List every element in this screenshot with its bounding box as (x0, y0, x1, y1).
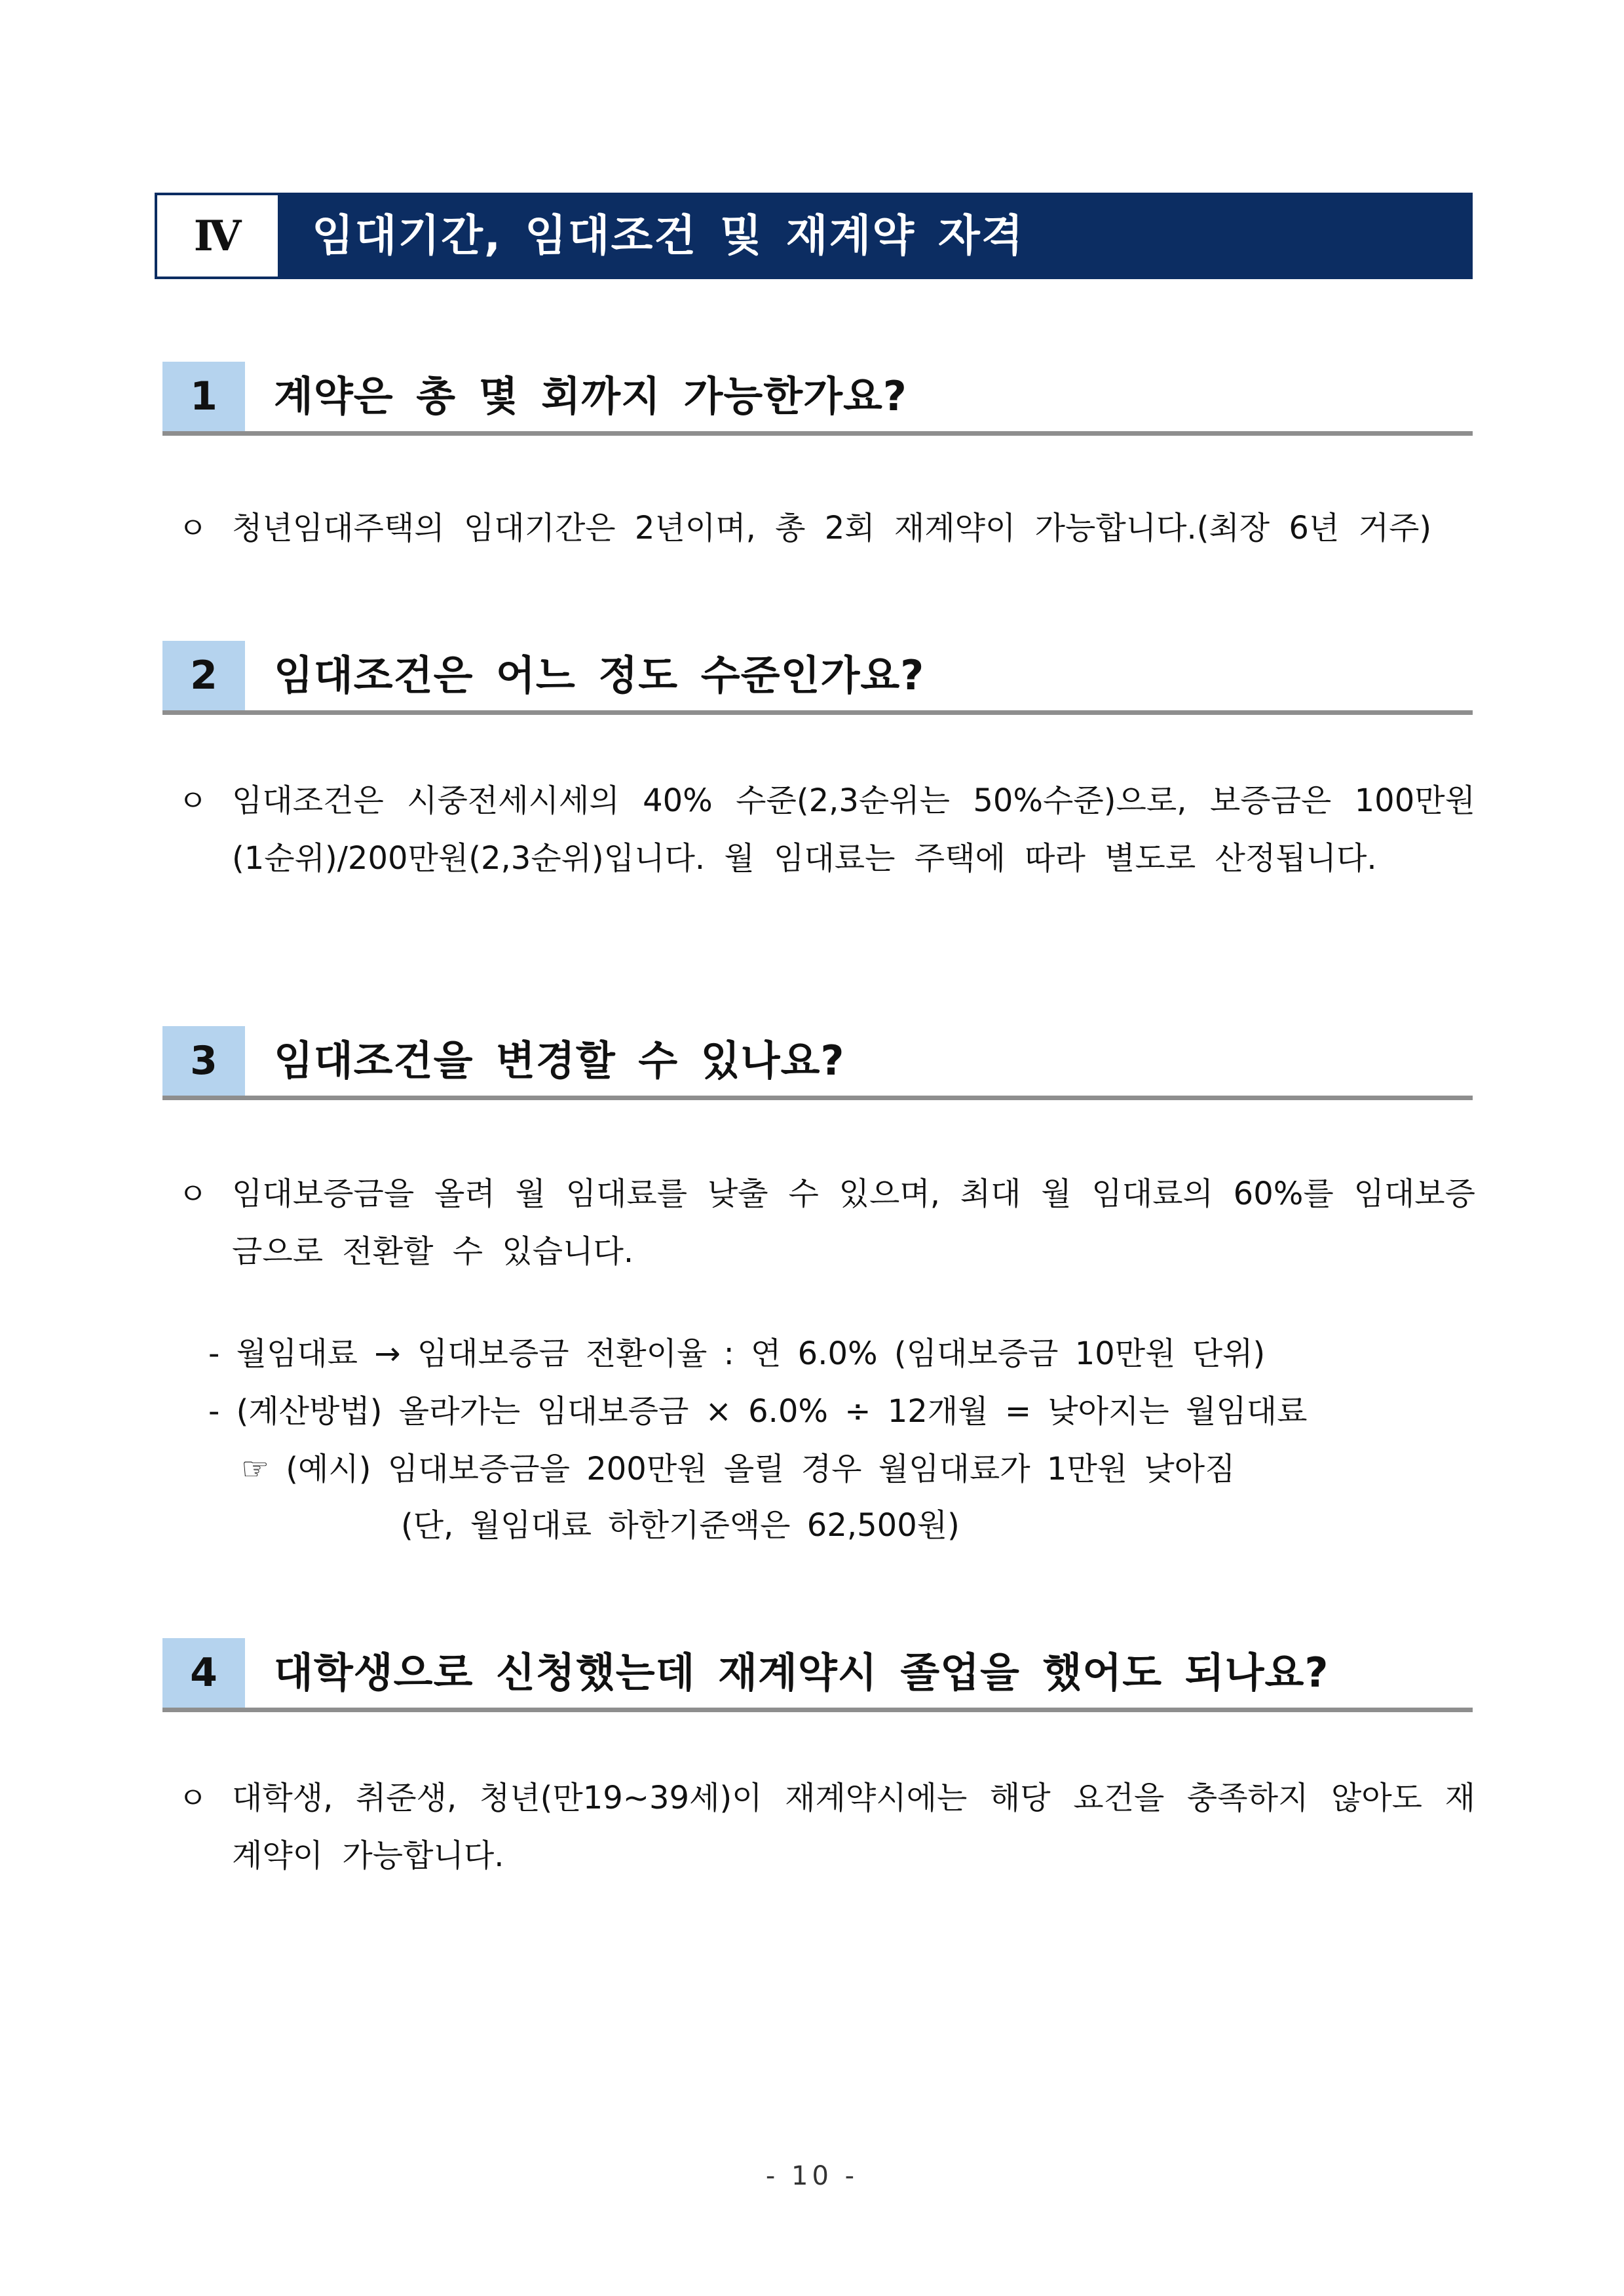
section-divider (162, 1708, 1473, 1712)
conversion-rate-line: - 월임대료 → 임대보증금 전환이율 : 연 6.0% (임대보증금 10만원 단위) (208, 1335, 1266, 1372)
paragraph-text: 임대조건은 시중전세시세의 40% 수준(2,3순위는 50%수준)으로, 보증금은 100만원(1순위)/200만원(2,3순위)입니다. 월 임대료는 주택에 따라 별도로 산정됩니다. (232, 782, 1475, 877)
section-number: 4 (162, 1638, 245, 1708)
section-title: 임대조건을 변경할 수 있나요? (274, 1037, 845, 1084)
section-divider (162, 1096, 1473, 1100)
section-3-header (162, 1026, 1473, 1096)
paragraph-text: 청년임대주택의 임대기간은 2년이며, 총 2회 재계약이 가능합니다.(최장 6년 거주) (232, 510, 1432, 546)
chapter-title: 임대기간, 임대조건 및 재계약 자격 (312, 210, 1025, 261)
bullet-icon: ㅇ (178, 783, 208, 818)
chapter-header (155, 193, 1473, 279)
section-1-header (162, 362, 1473, 431)
section-number: 1 (162, 362, 245, 431)
section-title: 임대조건은 어느 정도 수준인가요? (274, 651, 925, 699)
section-3-paragraph (178, 1165, 1475, 1280)
paragraph-text: 임대보증금을 올려 월 임대료를 낮출 수 있으며, 최대 월 임대료의 60%를 임대보증금으로 전환할 수 있습니다. (232, 1176, 1475, 1270)
page-number: - 10 - (765, 2161, 859, 2191)
calculation-method-line: - (계산방법) 올라가는 임대보증금 × 6.0% ÷ 12개월 = 낮아지는 월임대료 (208, 1393, 1308, 1430)
chapter-number: Ⅳ (157, 195, 278, 277)
section-2-paragraph (178, 772, 1475, 887)
bullet-icon: ㅇ (178, 1780, 208, 1816)
minimum-rent-note: (단, 월임대료 하한기준액은 62,500원) (401, 1507, 960, 1544)
example-line: ☞ (예시) 임대보증금을 200만원 올릴 경우 월임대료가 1만원 낮아짐 (241, 1451, 1236, 1487)
section-number: 3 (162, 1026, 245, 1096)
section-divider (162, 431, 1473, 436)
section-1-paragraph (178, 499, 1475, 557)
section-title: 대학생으로 신청했는데 재계약시 졸업을 했어도 되나요? (274, 1649, 1329, 1696)
section-divider (162, 710, 1473, 715)
section-number: 2 (162, 641, 245, 710)
section-4-header (162, 1638, 1473, 1708)
section-2-header (162, 641, 1473, 710)
section-title: 계약은 총 몇 회까지 가능한가요? (274, 372, 907, 420)
section-4-paragraph (178, 1769, 1475, 1885)
paragraph-text: 대학생, 취준생, 청년(만19~39세)이 재계약시에는 해당 요건을 충족하지 않아도 재계약이 가능합니다. (232, 1780, 1475, 1874)
bullet-icon: ㅇ (178, 1176, 208, 1212)
bullet-icon: ㅇ (178, 510, 208, 546)
